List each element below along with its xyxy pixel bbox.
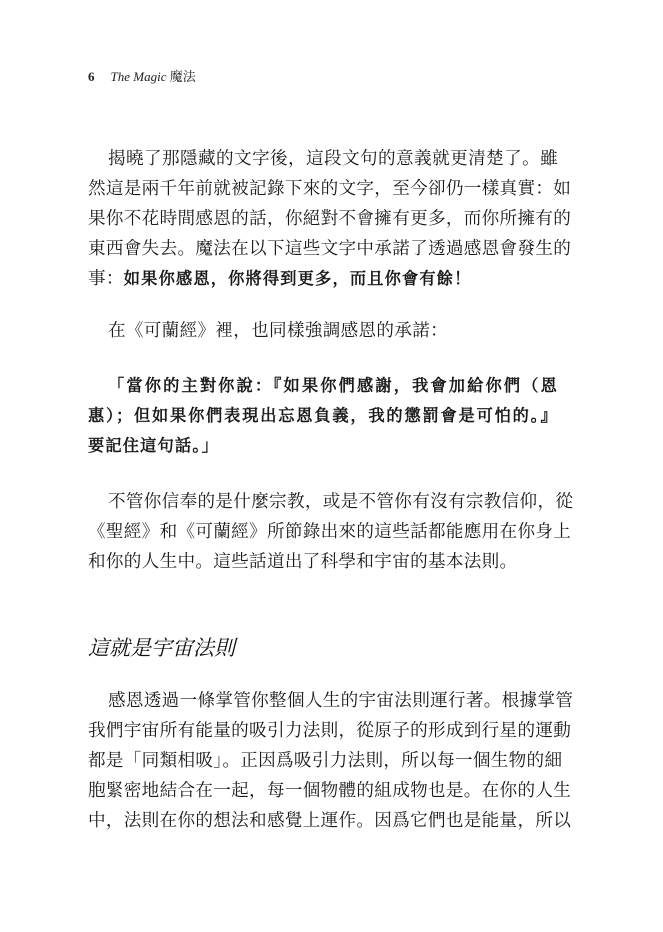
paragraph-line: 感恩透過一條掌管你整個人生的宇宙法則運行著。根據掌管 <box>108 691 574 711</box>
paragraph-line: 都是「同類相吸」。正因爲吸引力法則，所以每一個生物的細 <box>88 751 563 771</box>
paragraph-4 <box>88 686 574 836</box>
paragraph-line: 東西會失去。魔法在以下這些文字中承諾了透過感恩會發生的 <box>88 239 572 259</box>
paragraph-line: 《聖經》和《可蘭經》所節錄出來的這些話都能應用在你身上 <box>88 522 572 542</box>
book-title-chinese: 魔法 <box>169 69 196 84</box>
book-title: The Magic <box>110 69 167 84</box>
paragraph-line: 胞緊密地結合在一起，每一個物體的組成物也是。在你的人生 <box>88 781 572 801</box>
paragraph-line <box>88 264 558 294</box>
paragraph-line: 和你的人生中。這些話道出了科學和宇宙的基本法則。 <box>88 552 518 572</box>
paragraph-line: 中，法則在你的想法和感覺上運作。因爲它們也是能量，所以 <box>88 811 572 831</box>
paragraph-line: 揭曉了那隱藏的文字後，這段文句的意義就更清楚了。雖 <box>108 149 558 169</box>
quote-line: 要記住這句話。」 <box>88 436 219 455</box>
paragraph-line: 果你不花時間感恩的話，你絕對不會擁有更多，而你所擁有的 <box>88 209 572 229</box>
section-heading: 這就是宇宙法則 <box>88 636 235 660</box>
paragraph-line: 我們宇宙所有能量的吸引力法則，從原子的形成到行星的運動 <box>88 721 572 741</box>
paragraph-3 <box>88 487 574 577</box>
quote-line: 「當你的主對你說：『如果你們感謝，我會加給你們（恩 <box>108 376 558 395</box>
running-header <box>88 66 196 85</box>
paragraph-line: 在《可蘭經》裡，也同樣強調感恩的承諾： <box>108 321 448 341</box>
paragraph-1 <box>88 144 572 294</box>
paragraph-line: 然這是兩千年前就被記錄下來的文字，至今卻仍一樣真實：如 <box>88 179 572 199</box>
paragraph-2 <box>88 316 558 346</box>
page-number: 6 <box>88 69 95 84</box>
paragraph-line: 不管你信奉的是什麼宗教，或是不管你有沒有宗教信仰，從 <box>108 492 574 512</box>
emphasis-text: 如果你感恩，你將得到更多，而且你會有餘！ <box>123 269 472 288</box>
line-prefix: 事： <box>88 269 124 289</box>
quote-line: 惠）；但如果你們表現出忘恩負義，我的懲罰會是可怕的。』 <box>88 406 558 425</box>
quran-quote <box>88 371 558 461</box>
